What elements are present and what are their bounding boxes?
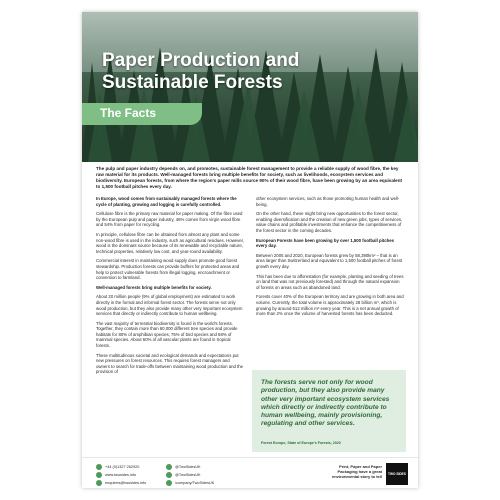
email-text[interactable]: enquiries@twosides.info <box>105 481 147 485</box>
phone-icon <box>96 464 102 470</box>
globe-icon <box>96 472 102 478</box>
left-para-7: The vast majority of terrestrial biodiversity is found in the world's forests. Together, they contain more than 60,000 different tree species and provide habitats for 80% of amphibian species, 75% of bird species and 68% of mammal species. About 60% of all vascular plants are found in tropical forests. <box>96 320 238 349</box>
pull-quote <box>252 370 406 452</box>
web-contact[interactable] <box>96 472 136 478</box>
linkedin-icon <box>166 480 172 486</box>
left-para-5: Well-managed forests bring multiple benefits for society. <box>96 284 212 290</box>
twitter-contact[interactable] <box>166 464 201 470</box>
left-para-8: These multitudinous societal and ecological demands and expectations put new pressures on forest resources. This requires forest managers and owners to search for trade-offs between maintaining wood production and the provision of <box>96 352 244 375</box>
right-para-4: Between 2005 and 2020, European forests grew by 58,390km² – that is an area larger than Switzerland and equivalent to 1,500 football pitches of forest growth every day. <box>256 252 403 269</box>
right-para-3: European Forests have been growing by over 1,500 football pitches every day. <box>256 237 395 249</box>
title-line-1: Paper Production and <box>102 50 300 71</box>
two-sides-logo <box>386 463 408 485</box>
facts-banner <box>82 103 202 125</box>
org-tagline: Print, Paper and Paper Packaging have a great environmental story to tell <box>331 464 382 479</box>
phone-contact <box>96 464 139 470</box>
left-column <box>96 196 244 379</box>
left-para-3: In principle, cellulose fibre can be obtained from almost any plant and some non-wood fibre is used in the industry, such as agricultural residues. However, wood is the dominant source because of its renewable and recyclable nature, technical properties, relatively low cost, and year-round availability. <box>96 231 244 254</box>
email-contact[interactable] <box>96 480 146 486</box>
logo-text: TWO SIDES <box>388 472 406 476</box>
left-para-1: In Europe, wood comes from sustainably managed forests where the cycle of planting, growing and logging is carefully controlled. <box>96 196 237 207</box>
right-column <box>256 196 404 321</box>
header-forest-image <box>82 12 418 162</box>
left-para-2: Cellulose fibre is the primary raw material for paper making. Of the fibre used by the European pulp and paper industry, 46% comes from virgin wood fibre and 54% from paper for recycling. <box>96 211 243 228</box>
web-text[interactable]: www.twosides.info <box>105 473 137 477</box>
right-para-6: Forests cover 40% of the European territory and are growing in both area and volume. Currently, the total volume is approximately 28 billion m³, which is growing by around 612 million m³ every year. This is a net annual growth of more than 2% once the volume of harvested forests has been deducted. <box>256 294 404 317</box>
quote-text: The forests serve not only for wood production, but they also provide many other very important ecosystem services which directly or indirectly contribute to human wellbeing, mainly provisioning, regulating and other services. <box>261 379 390 428</box>
twitter-icon <box>166 464 172 470</box>
facts-label: The Facts <box>100 106 157 120</box>
right-para-2: On the other hand, these might bring new opportunities to the forest sector, enabling diversification and the creation of new green jobs, types of services, value chains and profitable investments that enhance the competitiveness of the forest sector in the coming decades. <box>256 211 403 233</box>
right-para-5: This has been due to afforestation (for example, planting and seeding of trees on land that was not previously forested) and through the natural expansion of forests on areas such as abandoned land. <box>256 273 404 290</box>
mail-icon <box>96 480 102 486</box>
document-page <box>82 12 418 488</box>
phone-text: +44 (0)1327 262920 <box>105 465 140 469</box>
lead-paragraph: The pulp and paper industry depends on, and promotes, sustainable forest management to provide a reliable supply of wood fibre, the key raw material for its products. Well-managed forests bring multiple benefits for society, such as livelihoods, ecosystem services and biodiversity. European forests, from where the region's paper mills source 90% of their wood fibre, have been growing by an area equivalent to 1,500 football pitches every day. <box>96 166 403 189</box>
facebook-text[interactable]: @TwoSidesUK <box>175 473 201 477</box>
facebook-icon <box>166 472 172 478</box>
left-para-6: About 20 million people (9% of global employment) are estimated to work directly in the formal and informal forest sector. The forests serve not only wood production, but they also provide many other very important ecosystem services that directly or indirectly contribute to human wellbeing. <box>96 294 243 317</box>
twitter-text[interactable]: @TwoSidesUK <box>175 465 201 469</box>
linkedin-contact[interactable] <box>166 480 214 486</box>
quote-citation: Forest Europe, State of Europe's Forests, 2020 <box>261 441 341 445</box>
right-para-1: other ecosystem services, such as those promoting human health and well-being. <box>256 196 400 207</box>
page-title <box>102 50 362 94</box>
footer <box>82 457 418 488</box>
facebook-contact[interactable] <box>166 472 201 478</box>
linkedin-text[interactable]: /company/TwoSidesUK <box>175 481 215 485</box>
left-para-4: Commercial interest in maintaining wood supply does promote good forest stewardship. Production forests can provide buffers for protected areas and help to protect vulnerable forests from illegal logging, encroachment or conversion to farmland. <box>96 258 240 281</box>
title-line-2: Sustainable Forests <box>102 72 283 93</box>
